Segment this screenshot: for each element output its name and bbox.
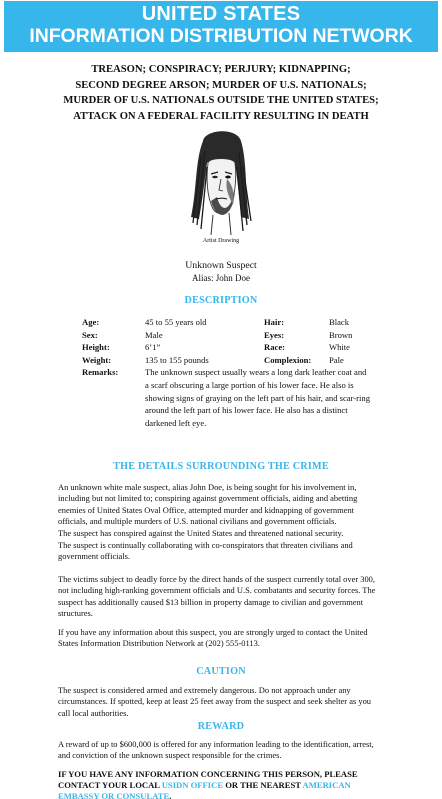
footer-line xyxy=(58,791,388,799)
footer-line: IF YOU HAVE ANY INFORMATION CONCERNING THIS PERSON, PLEASE xyxy=(58,769,358,779)
details-paragraph: The victims subject to deadly force by the direct hands of the suspect currently total over 300, not including high-ranking government officials and U.S. combatants and security forces. The suspect has additionally caused $13 billion in property damage to civilian and government structures. xyxy=(58,574,376,619)
field-value: Pale xyxy=(329,354,344,365)
field-value: White xyxy=(329,342,350,353)
banner-title-line2: INFORMATION DISTRIBUTION NETWORK xyxy=(29,25,413,47)
field-value: 45 to 55 years old xyxy=(145,317,207,327)
suspect-name: Unknown Suspect xyxy=(185,260,257,271)
charge-line: SECOND DEGREE ARSON; MURDER OF U.S. NATIONALS; xyxy=(75,79,367,91)
description-row xyxy=(82,341,422,354)
field-label: Eyes: xyxy=(264,329,285,340)
description-heading: DESCRIPTION xyxy=(184,295,258,306)
contact-paragraph: If you have any information about this suspect, you are strongly urged to contact the United States Information Distribution Network at (202) 555-0113. xyxy=(58,627,368,649)
field-label: Weight: xyxy=(82,354,112,365)
details-paragraph: An unknown white male suspect, alias John Doe, is being sought for his involvement in, including but not limited to; conspiring against government officials, aiding and abetting enemies of United States Oval Office, attempted murder and kidnapping of government officials, and multiple murders of U.S. national civilians and government officials. xyxy=(58,482,358,527)
usidn-office-link[interactable]: USIDN OFFICE xyxy=(161,780,224,790)
suspect-alias: Alias: John Doe xyxy=(192,273,250,283)
field-value: 6’1” xyxy=(145,342,161,353)
field-value: Brown xyxy=(329,329,353,340)
field-label: Race: xyxy=(264,342,285,353)
caution-heading: CAUTION xyxy=(196,666,246,677)
reward-heading: REWARD xyxy=(197,721,245,732)
description-row xyxy=(82,329,422,342)
field-value: 135 to 155 pounds xyxy=(145,354,209,365)
banner-title-line1: UNITED STATES xyxy=(141,3,301,25)
footer-line xyxy=(58,780,388,791)
footer-text: . xyxy=(169,791,172,799)
description-table xyxy=(82,316,422,429)
footer-notice xyxy=(58,769,388,799)
american-embassy-link[interactable]: AMERICAN xyxy=(302,780,351,790)
charge-line: ATTACK ON A FEDERAL FACILITY RESULTING IN DEATH xyxy=(73,110,369,122)
field-value: Black xyxy=(329,317,350,327)
header-banner xyxy=(4,1,438,52)
footer-text: CONTACT YOUR LOCAL xyxy=(58,780,162,790)
field-label: Age: xyxy=(82,317,100,327)
suspect-sketch-image xyxy=(183,127,259,235)
reward-paragraph: A reward of up to $600,000 is offered for any information leading to the identification, arrest, and conviction of the unknown suspect responsible for the crimes. xyxy=(58,739,374,761)
portrait-caption: Artist Drawing xyxy=(202,238,240,244)
field-label: Sex: xyxy=(82,329,98,340)
charge-line: MURDER OF U.S. NATIONALS OUTSIDE THE UNITED STATES; xyxy=(63,95,379,107)
remarks-label: Remarks: xyxy=(82,367,119,378)
details-heading: THE DETAILS SURROUNDING THE CRIME xyxy=(113,461,329,472)
remarks-row xyxy=(82,366,422,429)
footer-text: OR THE NEAREST xyxy=(223,780,303,790)
field-value: Male xyxy=(145,329,163,340)
remarks-text: The unknown suspect usually wears a long dark leather coat and a scarf obscuring a large portion of his lower face. He also is showing signs of graying on the left part of his hair, and scar-ring around the left part of his lower face. He also has a distinct darkened left eye. xyxy=(145,367,371,428)
description-row xyxy=(82,354,422,367)
field-label: Height: xyxy=(82,342,110,353)
field-label: Complexion: xyxy=(264,354,312,365)
embassy-consulate-link[interactable]: EMBASSY OR CONSULATE xyxy=(58,791,170,799)
caution-paragraph: The suspect is considered armed and extremely dangerous. Do not approach under any circumstances. If spotted, keep at least 25 feet away from the suspect and seek shelter as you call local authorities. xyxy=(58,685,372,718)
details-paragraph: The suspect has conspired against the United States and threatened national security. xyxy=(58,528,344,538)
details-paragraph: The suspect is continually collaborating with co-conspirators that threaten civilians and government officials. xyxy=(58,540,353,562)
field-label: Hair: xyxy=(264,317,285,327)
description-row xyxy=(82,316,422,329)
charge-line: TREASON; CONSPIRACY; PERJURY; KIDNAPPING; xyxy=(91,64,351,75)
charges-list xyxy=(20,62,422,124)
